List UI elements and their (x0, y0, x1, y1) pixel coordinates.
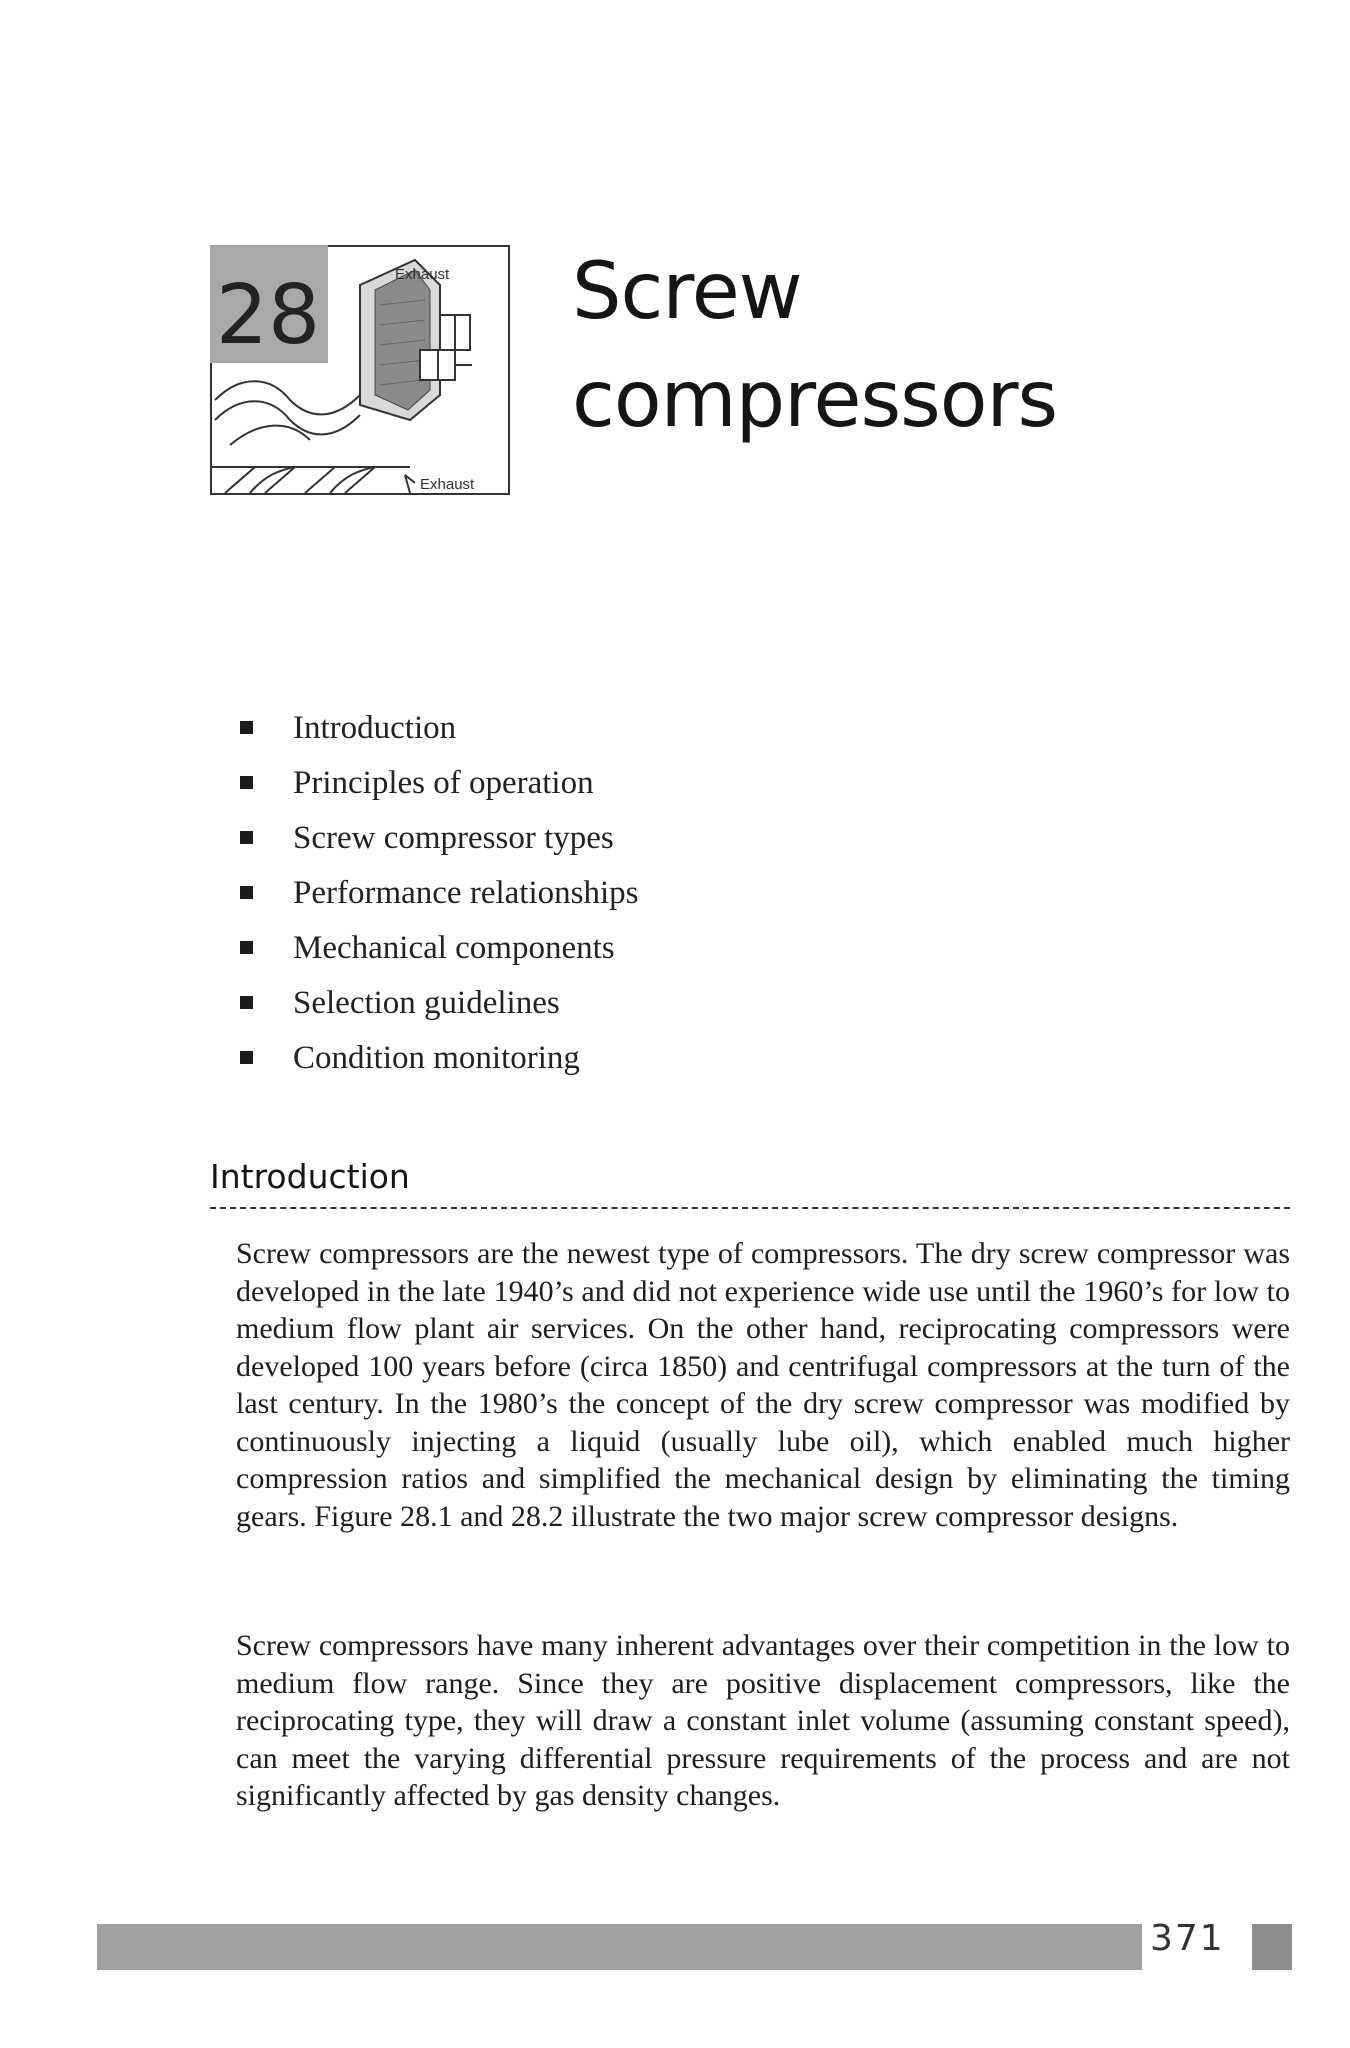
topic-label: Introduction (293, 709, 457, 746)
topic-label: Selection guidelines (293, 984, 560, 1021)
square-bullet-icon (240, 996, 253, 1009)
body-paragraph: Screw compressors have many inherent advantages over their competition in the low to medium flow range. Since they are positive displacement compressors, like the reciprocating type, they will draw a constant inlet volume (assuming constant speed), can meet the varying differential pressure requirements of the process and are not significantly affected by gas density changes. (236, 1629, 1290, 1812)
topic-label: Performance relationships (293, 874, 639, 911)
topic-item (240, 1030, 638, 1085)
page-number: 371 (1150, 1918, 1225, 1959)
topic-label: Screw compressor types (293, 819, 614, 856)
square-bullet-icon (240, 1051, 253, 1064)
topic-item (240, 810, 638, 865)
exhaust-label-bottom: Exhaust (420, 476, 475, 493)
chapter-number: 28 (215, 268, 321, 363)
topic-label: Condition monitoring (293, 1039, 580, 1076)
topic-label: Mechanical components (293, 929, 615, 966)
body-paragraph: Screw compressors are the newest type of compressors. The dry screw compressor was developed in the late 1940’s and did not experience wide use until the 1960’s for low to medium flow plant air services. On the other hand, reciprocating compressors were developed 100 years before (circa 1850) and centrifugal compressors at the turn of the last century. In the 1980’s the concept of the dry screw compressor was modified by continuously injecting a liquid (usually lube oil), which enabled much higher compression ratios and simplified the mechanical design by eliminating the timing gears. Figure 28.1 and 28.2 illustrate the two major screw compressor designs. (236, 1237, 1290, 1533)
square-bullet-icon (240, 886, 253, 899)
footer-end-block (1252, 1924, 1292, 1970)
topic-list (240, 700, 638, 1085)
square-bullet-icon (240, 831, 253, 844)
topic-item (240, 700, 638, 755)
footer-bar (97, 1924, 1142, 1970)
screw-rotor-illustration (210, 245, 510, 495)
topic-item (240, 975, 638, 1030)
section-heading: Introduction (210, 1157, 410, 1196)
chapter-title-line2: compressors (572, 355, 1058, 445)
chapter-figure (210, 245, 510, 495)
chapter-title (572, 238, 1057, 454)
topic-item (240, 755, 638, 810)
square-bullet-icon (240, 776, 253, 789)
square-bullet-icon (240, 721, 253, 734)
topic-label: Principles of operation (293, 764, 594, 801)
square-bullet-icon (240, 941, 253, 954)
section-divider (210, 1207, 1290, 1209)
topic-item (240, 920, 638, 975)
chapter-title-line1: Screw (572, 247, 802, 337)
exhaust-label-top: Exhaust (395, 266, 450, 283)
topic-item (240, 865, 638, 920)
